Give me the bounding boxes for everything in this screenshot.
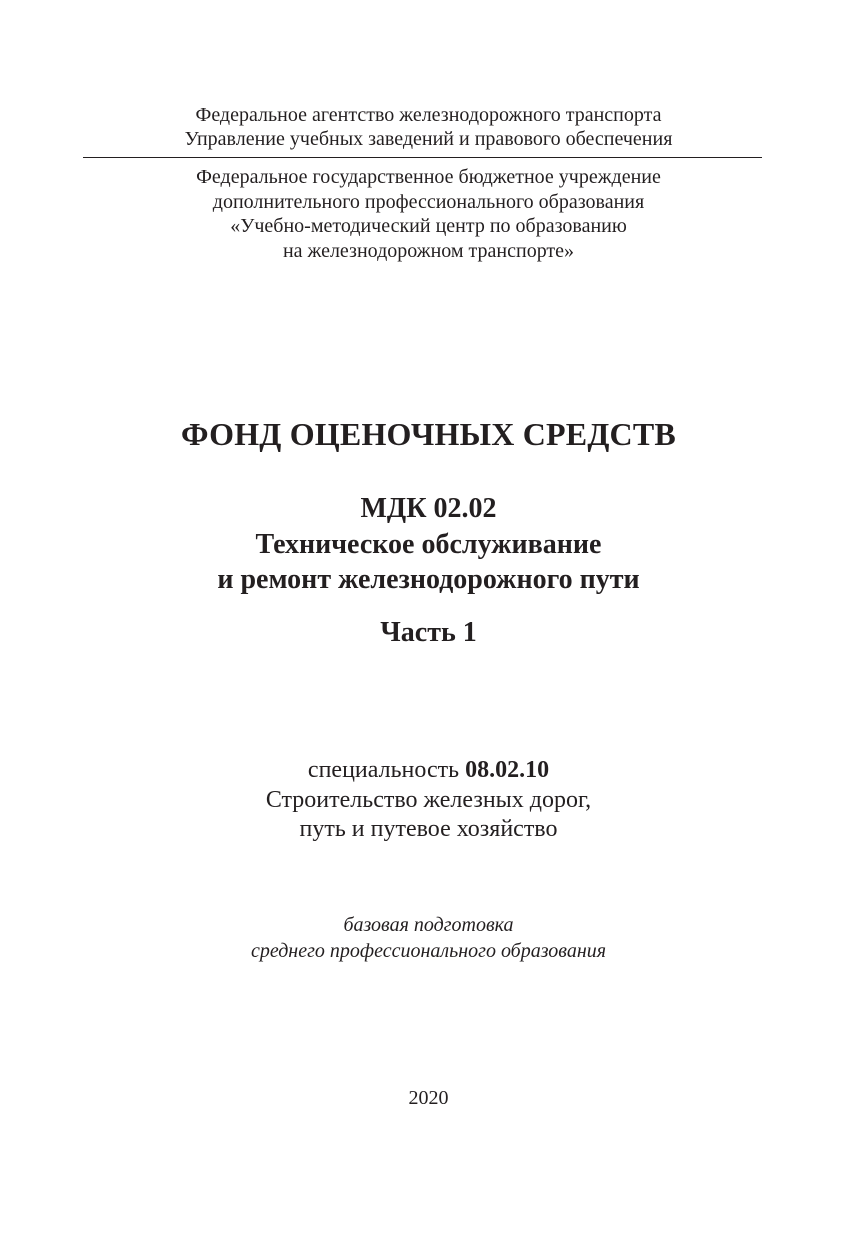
course-name-line-1: Техническое обслуживание: [255, 529, 602, 560]
training-level-line-1: базовая подготовка: [343, 914, 514, 936]
institution-line-1: Федеральное государственное бюджетное учреждение: [196, 166, 661, 188]
agency-name: Федеральное агентство железнодорожного транспорта: [195, 104, 662, 126]
specialty-code: 08.02.10: [465, 757, 550, 783]
specialty-line: [0, 756, 857, 784]
agency-department: Управление учебных заведений и правового обеспечения: [184, 128, 673, 150]
publication-year: 2020: [408, 1087, 449, 1109]
institution-line-2: дополнительного профессионального образования: [212, 191, 645, 213]
specialty-label: специальность: [307, 757, 460, 783]
course-name-line-2: и ремонт железнодорожного пути: [217, 564, 640, 595]
training-level-line-2: среднего профессионального образования: [250, 940, 607, 962]
header-divider: [83, 157, 762, 158]
specialty-name-line-2: путь и путевое хозяйство: [299, 816, 558, 842]
document-title: ФОНД ОЦЕНОЧНЫХ СРЕДСТВ: [181, 416, 676, 452]
institution-line-4: на железнодорожном транспорте»: [282, 240, 575, 262]
institution-line-3: «Учебно-методический центр по образованию: [230, 215, 627, 237]
course-code: МДК 02.02: [360, 493, 497, 524]
course-part: Часть 1: [380, 617, 477, 648]
specialty-name-line-1: Строительство железных дорог,: [265, 787, 592, 813]
